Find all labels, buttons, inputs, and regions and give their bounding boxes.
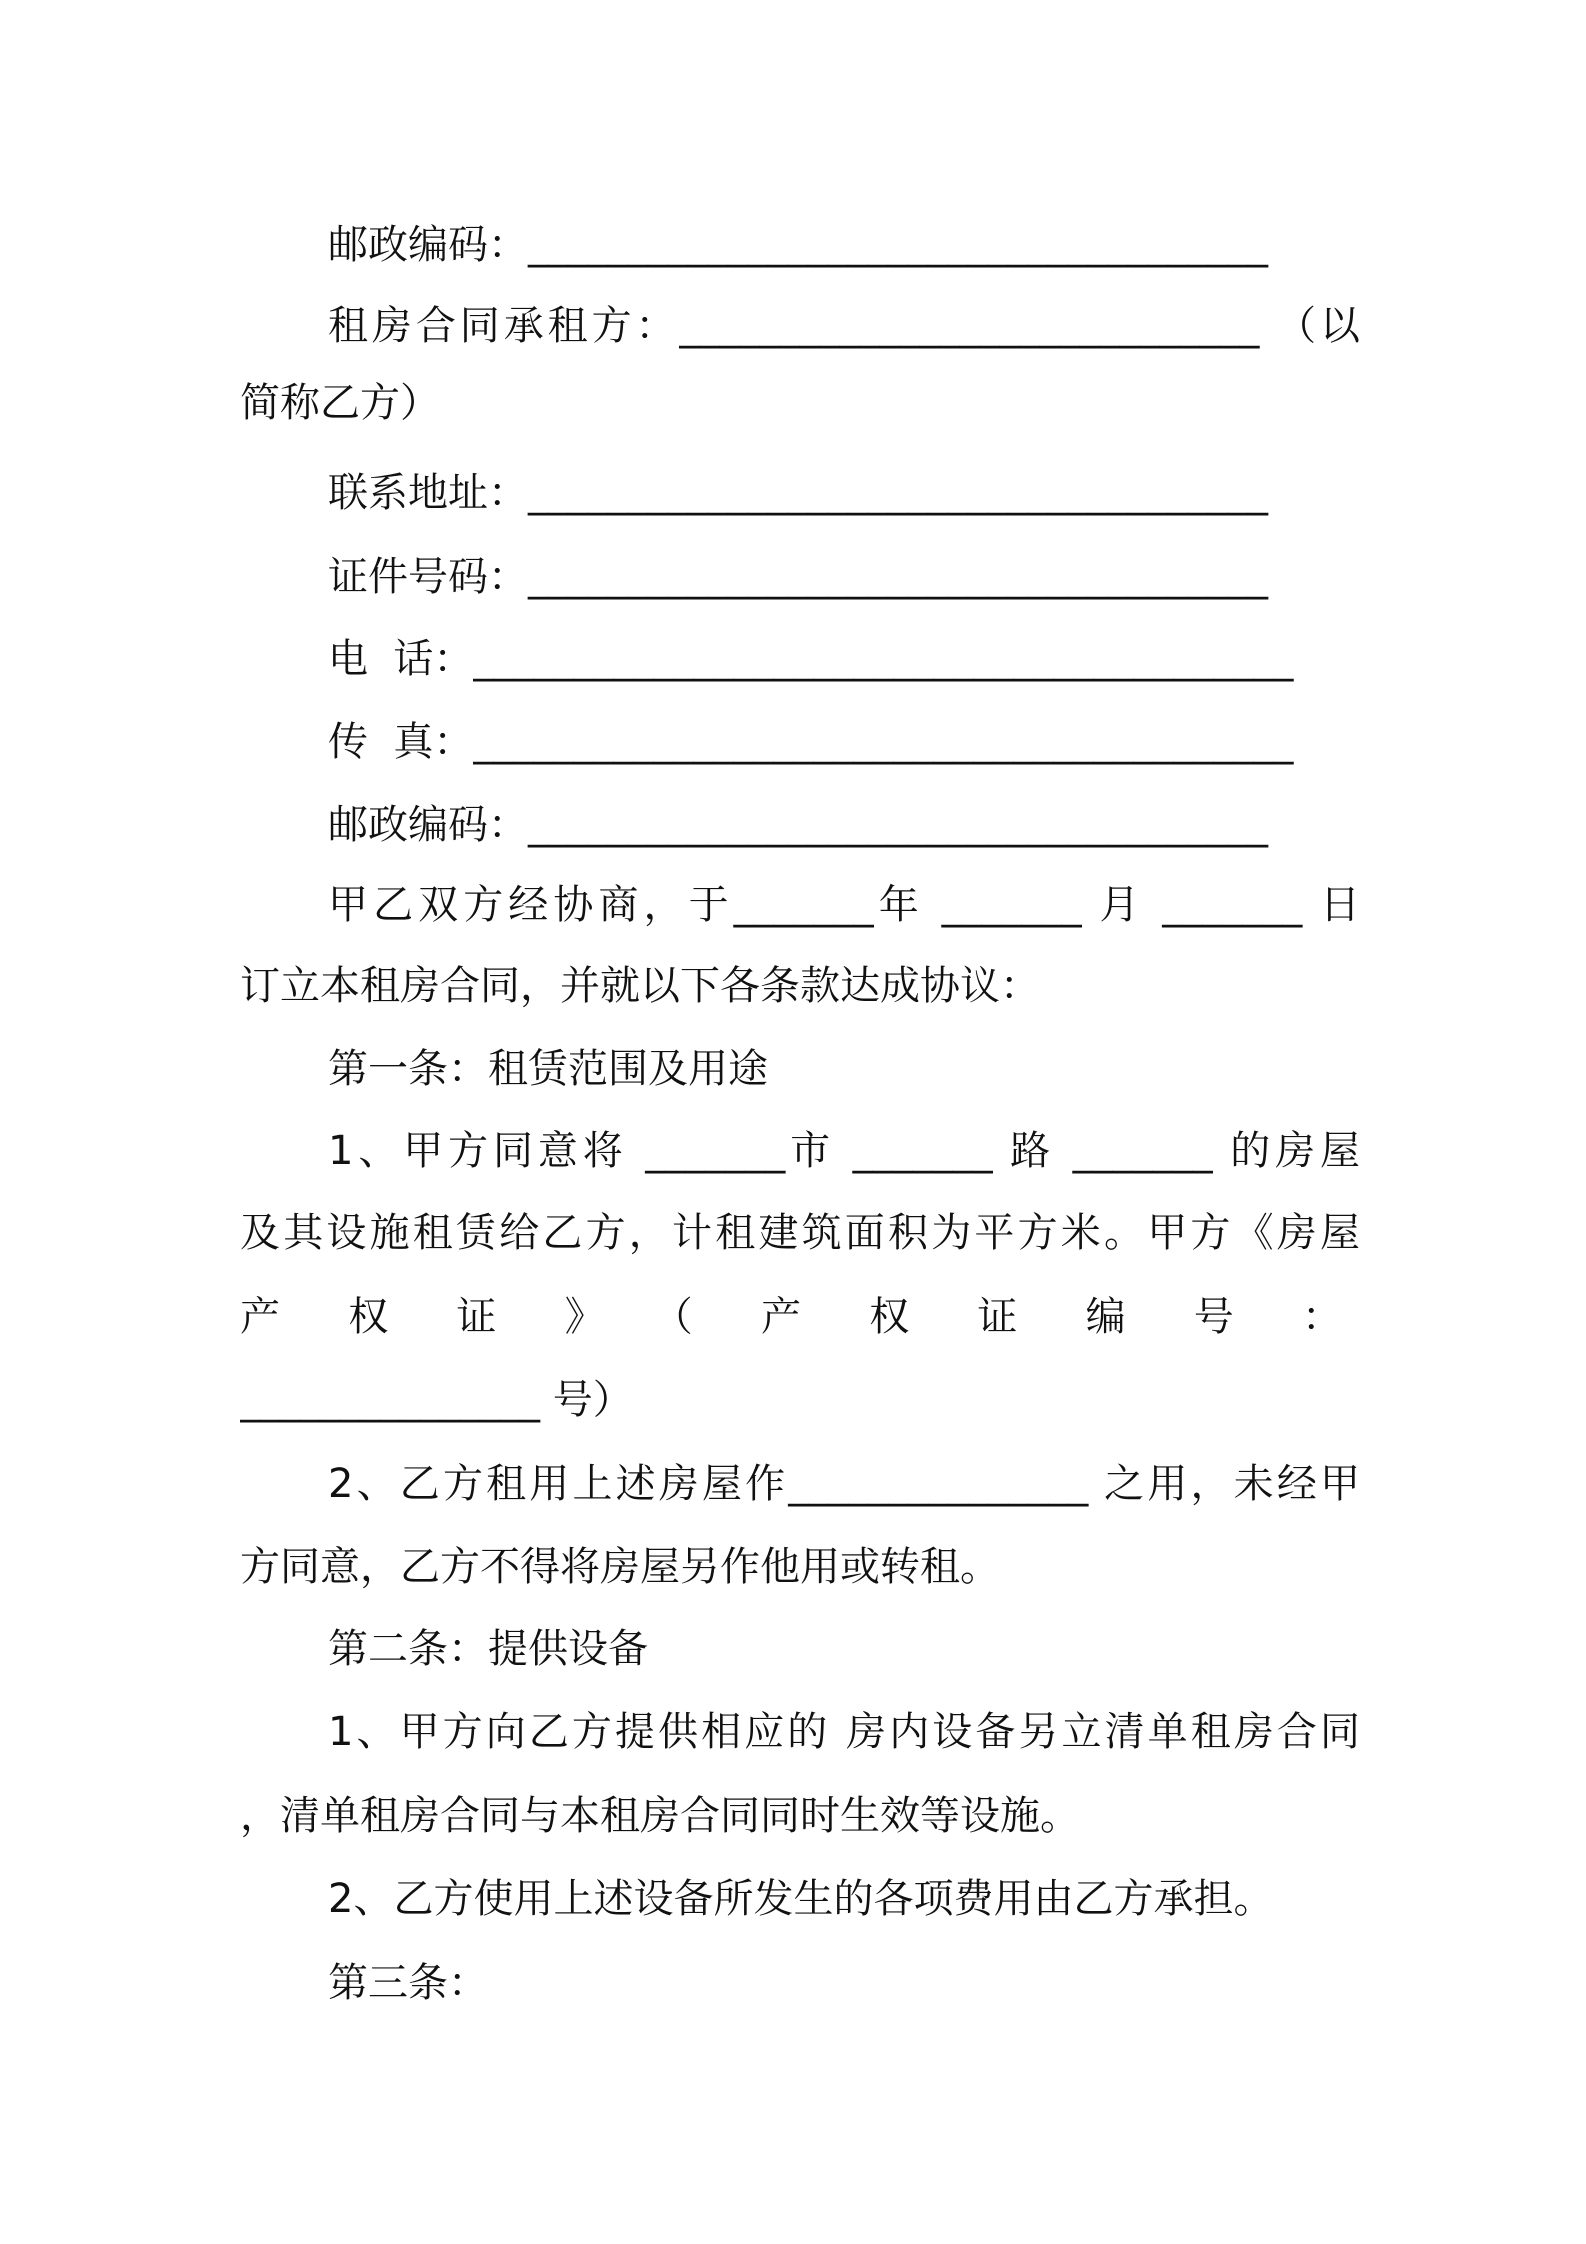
- article-1-clause-2-line-2: 方同意，乙方不得将房屋另作他用或转租。: [240, 1544, 1000, 1590]
- article-1-clause-2-line-1: 2、乙方租用上述房屋作_______________ 之用，未经甲: [328, 1461, 1360, 1507]
- postal-code-line-1: 邮政编码：_____________________________________: [328, 222, 1268, 268]
- postal-code-line-2: 邮政编码：_____________________________________: [328, 802, 1268, 848]
- lessee-abbreviation-line: 简称乙方）: [240, 380, 440, 426]
- article-2-title: 第二条：提供设备: [328, 1626, 648, 1672]
- negotiation-line: 甲乙双方经协商，于_______年 _______ 月 _______ 日: [328, 882, 1360, 928]
- article-3-title: 第三条：: [328, 1960, 488, 2006]
- article-1-clause-1-line-4: _______________ 号）: [240, 1377, 633, 1423]
- article-1-clause-1-line-3: 产权证》（产权证编号：: [240, 1294, 1360, 1340]
- article-1-clause-1-line-2: 及其设施租赁给乙方，计租建筑面积为平方米。甲方《房屋: [240, 1210, 1360, 1256]
- article-2-clause-1-line-1: 1、甲方向乙方提供相应的 房内设备另立清单租房合同: [328, 1709, 1360, 1755]
- agreement-line: 订立本租房合同，并就以下各条款达成协议：: [240, 963, 1040, 1009]
- article-2-clause-2: 2、乙方使用上述设备所发生的各项费用由乙方承担。: [328, 1876, 1274, 1922]
- article-2-clause-1-line-2: ，清单租房合同与本租房合同同时生效等设施。: [240, 1793, 1080, 1839]
- lessee-line: 租房合同承租方：_____________________________ （以: [328, 303, 1360, 349]
- article-1-title: 第一条：租赁范围及用途: [328, 1046, 768, 1092]
- phone-line: 电 话：_________________________________________: [328, 636, 1294, 682]
- id-number-line: 证件号码：_____________________________________: [328, 554, 1268, 600]
- contact-address-line: 联系地址：_____________________________________: [328, 470, 1268, 516]
- article-1-clause-1-line-1: 1、甲方同意将 _______市 _______ 路 _______ 的房屋: [328, 1128, 1360, 1174]
- fax-line: 传 真：_________________________________________: [328, 719, 1294, 765]
